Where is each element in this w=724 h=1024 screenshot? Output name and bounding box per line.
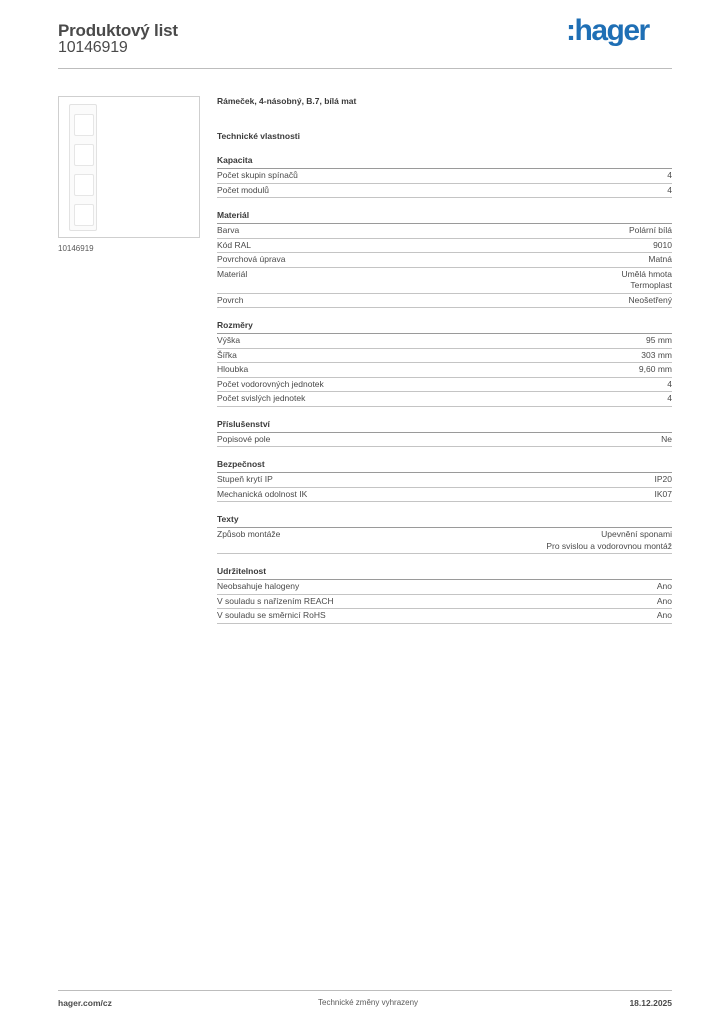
spec-label: Počet modulů: [217, 184, 269, 195]
hager-logo: :hager: [566, 14, 649, 47]
spec-label: Popisové pole: [217, 433, 271, 444]
spec-label: Kód RAL: [217, 239, 252, 250]
spec-label: Počet svislých jednotek: [217, 393, 306, 403]
spec-value-line: Matná: [648, 254, 672, 264]
spec-group: [217, 320, 672, 407]
group-title: Materiál: [217, 210, 672, 224]
spec-label: Počet vodorovných jednotek: [217, 378, 324, 389]
spec-value-line: IK07: [654, 488, 672, 499]
group-title: Bezpečnost: [217, 459, 672, 473]
frame-slot: [74, 174, 94, 196]
group-title: Udržitelnost: [217, 566, 672, 580]
spec-value-line: Termoplast: [630, 280, 672, 290]
spec-row: [217, 378, 672, 393]
group-title: Texty: [217, 514, 672, 528]
spec-row: [217, 349, 672, 364]
spec-groups: [217, 155, 672, 624]
frame-slot: [74, 114, 94, 136]
spec-value: [639, 364, 672, 376]
spec-row: [217, 609, 672, 624]
spec-row: [217, 239, 672, 254]
spec-value-line: Polární bílá: [629, 225, 672, 235]
spec-value: [667, 170, 672, 182]
spec-row: [217, 488, 672, 503]
spec-row: [217, 580, 672, 595]
spec-label: Stupeň krytí IP: [217, 474, 273, 484]
spec-label: Povrchová úprava: [217, 254, 286, 264]
spec-label: Barva: [217, 225, 240, 235]
product-image: [58, 96, 200, 238]
spec-value: [667, 393, 672, 405]
spec-value: [641, 350, 672, 362]
spec-row: [217, 169, 672, 184]
spec-value-line: IP20: [654, 474, 672, 484]
spec-content: [217, 96, 672, 624]
group-title: Rozměry: [217, 320, 672, 334]
spec-group: [217, 210, 672, 308]
spec-row: [217, 363, 672, 378]
spec-value: [653, 240, 672, 252]
spec-value: [667, 185, 672, 197]
spec-value-line: 4: [667, 184, 672, 195]
spec-label: Šířka: [217, 349, 237, 360]
spec-value: [657, 610, 672, 622]
spec-label: Povrch: [217, 294, 244, 305]
spec-value: [629, 225, 672, 237]
spec-row: [217, 433, 672, 448]
footer-website: hager.com/cz: [58, 998, 112, 1008]
spec-label: Materiál: [217, 268, 248, 279]
footer-date: 18.12.2025: [629, 998, 672, 1008]
spec-label: Neobsahuje halogeny: [217, 581, 300, 591]
spec-value-line: 4: [667, 170, 672, 180]
spec-value: [657, 581, 672, 593]
spec-value: [667, 379, 672, 391]
spec-row: [217, 268, 672, 294]
spec-value-line: 4: [667, 378, 672, 389]
spec-value: [621, 269, 672, 292]
spec-value: [655, 489, 673, 501]
spec-value-line: 4: [667, 393, 672, 403]
spec-group: [217, 419, 672, 448]
frame-illustration: [69, 104, 97, 231]
spec-label: V souladu s nařízením REACH: [217, 595, 334, 606]
frame-slot: [74, 204, 94, 226]
frame-slot: [74, 144, 94, 166]
spec-value: [657, 596, 672, 608]
spec-value-line: Upevnění sponami: [601, 529, 672, 539]
spec-value-line: Pro svislou a vodorovnou montáž: [546, 540, 672, 551]
footer-divider: [58, 990, 672, 991]
spec-label: Počet skupin spínačů: [217, 170, 298, 180]
spec-row: [217, 334, 672, 349]
spec-group: [217, 514, 672, 554]
spec-value-line: Neošetřený: [628, 294, 672, 305]
spec-value: [648, 254, 672, 266]
spec-value-line: Umělá hmota: [621, 268, 672, 279]
product-name: Rámeček, 4-násobný, B.7, bílá mat: [217, 96, 357, 106]
spec-row: [217, 253, 672, 268]
product-number: 10146919: [58, 39, 128, 56]
spec-value-line: 303 mm: [641, 349, 672, 360]
spec-value-line: 9010: [653, 239, 672, 250]
header-divider: [58, 68, 672, 69]
spec-group: [217, 566, 672, 624]
spec-row: [217, 595, 672, 610]
spec-row: [217, 473, 672, 488]
spec-value-line: 9,60 mm: [638, 364, 672, 374]
spec-value-line: Ano: [656, 581, 672, 591]
footer-notice: Technické změny vyhrazeny: [318, 998, 419, 1007]
spec-label: Způsob montáže: [217, 529, 281, 539]
spec-label: Mechanická odolnost IK: [217, 488, 308, 499]
spec-group: [217, 155, 672, 198]
spec-label: Hloubka: [217, 364, 249, 374]
spec-row: [217, 224, 672, 239]
spec-group: [217, 459, 672, 502]
spec-label: Výška: [217, 335, 241, 345]
spec-value: [629, 295, 672, 307]
section-title: Technické vlastnosti: [217, 131, 300, 141]
page-title: Produktový list: [58, 21, 178, 40]
spec-value-line: Ne: [661, 433, 672, 444]
spec-row: [217, 294, 672, 309]
spec-value-line: 95 mm: [646, 335, 672, 345]
spec-value-line: Ano: [656, 595, 672, 606]
spec-value: [655, 474, 673, 486]
image-caption: 10146919: [58, 244, 94, 253]
spec-value: [661, 434, 672, 446]
spec-row: [217, 184, 672, 199]
spec-value: [546, 529, 672, 552]
group-title: Příslušenství: [217, 419, 672, 433]
group-title: Kapacita: [217, 155, 672, 169]
spec-label: V souladu se směrnicí RoHS: [217, 610, 326, 620]
spec-value: [646, 335, 672, 347]
spec-value-line: Ano: [656, 610, 672, 620]
spec-row: [217, 392, 672, 407]
spec-row: [217, 528, 672, 554]
